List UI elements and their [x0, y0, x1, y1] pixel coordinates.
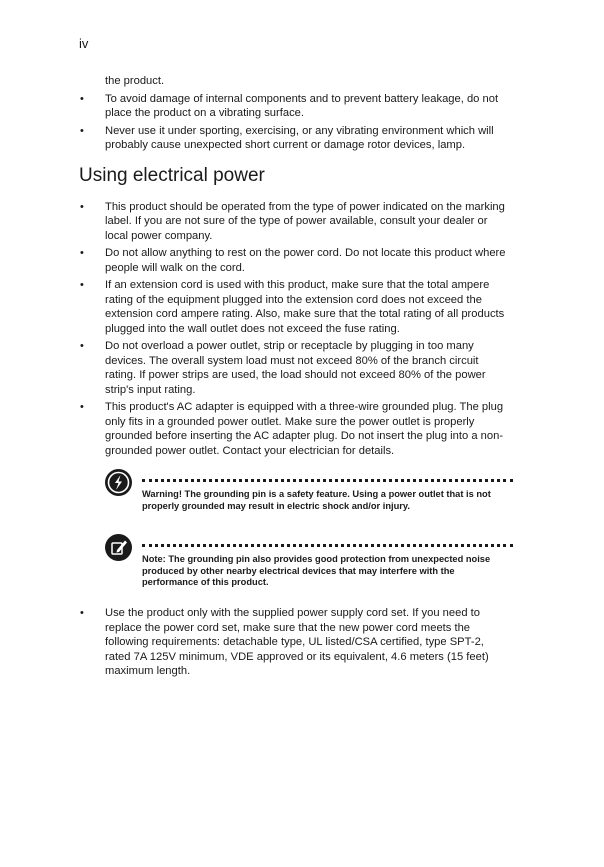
list-item: [79, 339, 511, 397]
bullet-icon: •: [80, 124, 84, 137]
document-body: [79, 74, 511, 682]
pencil-note-icon: [105, 534, 132, 561]
continued-paragraph: the product.: [105, 75, 165, 87]
list-item: [79, 606, 511, 679]
list-item: [79, 200, 511, 244]
list-item-text: Never use it under sporting, exercising, or any vibrating environment which will probably cause unexpected short current or damage rotor devices, lamp.: [105, 124, 494, 151]
list-item: [79, 92, 511, 121]
bullet-icon: •: [80, 401, 84, 413]
intro-bullet-list: [79, 92, 511, 153]
section-heading: Using electrical power: [79, 164, 265, 186]
list-item: [79, 400, 511, 458]
list-item-text: This product's AC adapter is equipped with a three-wire grounded plug. The plug only fits in a grounded power outlet. Make sure the power outlet is properly grounded before inserting the AC adapter plug. Do not insert the plug into a non-grounded power outlet. Contact your electrician for details.: [105, 401, 504, 457]
final-bullet-list: [79, 606, 511, 679]
warning-callout: [105, 465, 511, 523]
list-item-text: To avoid damage of internal components and to prevent battery leakage, do not place the product on a vibrating surface.: [105, 92, 499, 119]
list-item-text: Use the product only with the supplied power supply cord set. If you need to replace the power cord set, make sure that the new power cord meets the following requirements: detachable type, UL listed/CSA certified, type SPT-2, rated 7A 125V minimum, VDE approved or its equivalent, 4.6 meters (15 feet) maximum length.: [105, 607, 489, 677]
dotted-divider: [142, 479, 513, 482]
bullet-icon: •: [80, 92, 84, 105]
electrical-bullet-list: [79, 200, 511, 459]
note-callout: [105, 530, 511, 606]
list-item-text: Do not allow anything to rest on the power cord. Do not locate this product where people will walk on the cord.: [105, 247, 506, 274]
bullet-icon: •: [80, 340, 84, 352]
list-item-text: This product should be operated from the type of power indicated on the marking label. If you are not sure of the type of power available, consult your dealer or local power company.: [105, 200, 505, 242]
lightning-warning-icon: [105, 469, 132, 496]
note-text: Note: The grounding pin also provides good protection from unexpected noise produced by other nearby electrical devices that may interfere with the performance of this product.: [142, 554, 491, 588]
bullet-icon: •: [80, 200, 84, 213]
dotted-divider: [142, 544, 513, 547]
list-item-text: If an extension cord is used with this product, make sure that the total ampere rating of the equipment plugged into the extension cord does not exceed the extension cord ampere rating. Also, make sure that the total rating of all products plugged into the wall outlet does not exceed the fuse rating.: [105, 279, 505, 335]
bullet-icon: •: [80, 247, 84, 259]
list-item-text: Do not overload a power outlet, strip or receptacle by plugging in too many devices. The overall system load must not exceed 80% of the branch circuit rating. If power strips are used, the load should not exceed 80% of the power strip's input rating.: [105, 340, 486, 396]
list-item: [79, 246, 511, 275]
page-number: iv: [79, 36, 89, 51]
bullet-icon: •: [80, 279, 84, 291]
list-item: [79, 124, 511, 153]
bullet-icon: •: [80, 607, 84, 619]
warning-text: Warning! The grounding pin is a safety feature. Using a power outlet that is not properly grounded may result in electric shock and/or injury.: [142, 489, 491, 511]
list-item: [79, 278, 511, 336]
